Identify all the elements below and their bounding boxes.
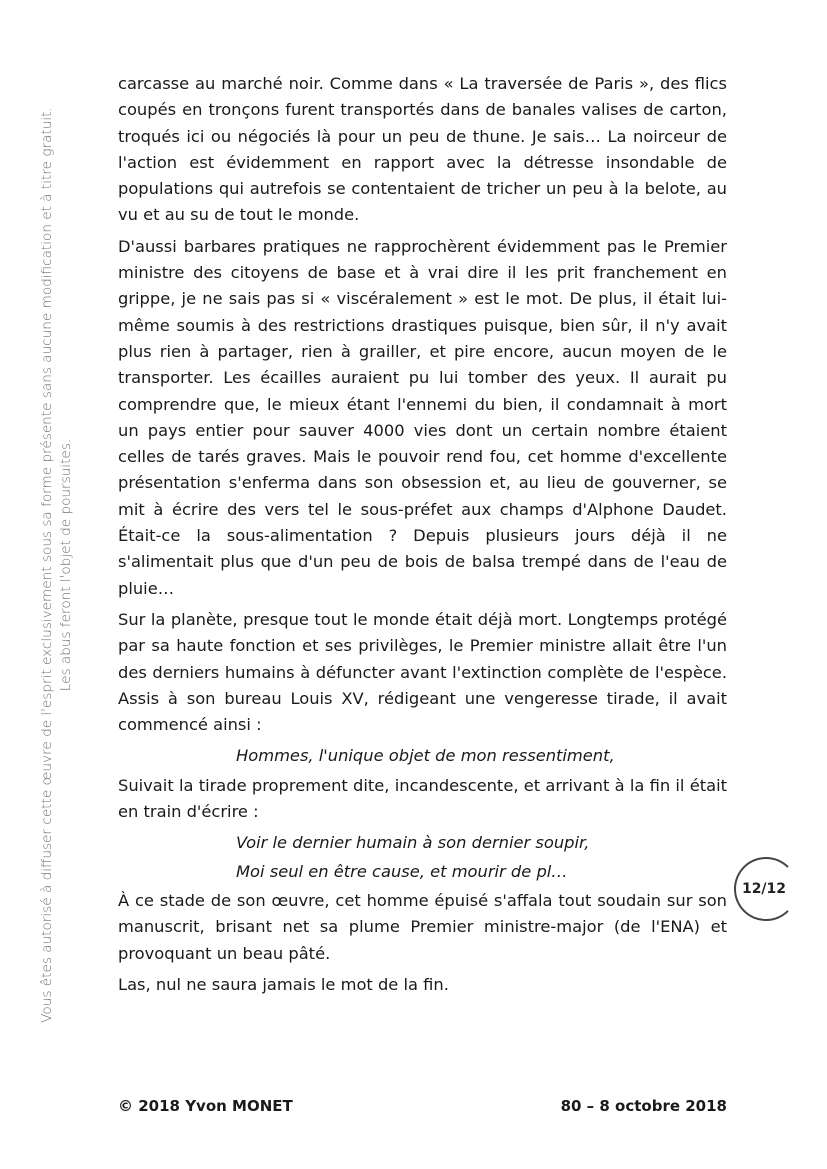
paragraph-4: Suivait la tirade proprement dite, incandescente, et arrivant à la fin il était en train d'écrire : [118,775,727,822]
body-text [118,71,727,1003]
footer-copyright: © 2018 Yvon MONET [118,1097,293,1115]
paragraph-2: D'aussi barbares pratiques ne rapprochèrent évidemment pas le Premier ministre des citoyens de base et à vrai dire il les prit franchement en grippe, je ne sais pas si « viscéralement » est le mot. De plus, il était lui-même soumis à des restrictions drastiques puisque, bien sûr, il n'y avait plus rien à partager, rien à grailler, et pire encore, aucun moyen de le transporter. Les écailles auraient pu lui tomber des yeux. Il aurait pu comprendre que, le mieux étant l'ennemi du bien, il condamnait à mort un pays entier pour sauver 4000 vies dont un certain nombre étaient celles de tarés graves. Mais le pouvoir rend fou, cet homme d'excellente présentation s'enferma dans son obsession et, au lieu de gouverner, se mit à écrire des vers tel le sous-préfet aux champs d'Alphone Daudet. Était-ce la sous-alimentation ? Depuis plusieurs jours déjà il ne s'alimentait plus que d'un peu de bois de balsa trempé dans de l'eau de pluie… [118,236,727,598]
paragraph-6: Las, nul ne saura jamais le mot de la fin. [118,974,449,994]
page-number: 12/12 [741,881,787,897]
verse-line-2: Voir le dernier humain à son dernier soupir, [236,833,590,853]
footer-issue-date: 80 – 8 octobre 2018 [560,1097,727,1115]
page-number-badge [734,857,798,921]
paragraph-1: carcasse au marché noir. Comme dans « La traversée de Paris », des flics coupés en tronçons furent transportés dans de banales valises de carton, troqués ici ou négociés là pour un peu de thune. Je sais… La noirceur de l'action est évidemment en rapport avec la détresse insondable de populations qui autrefois se contentaient de tricher un peu à la belote, au vu et au su de tout le monde. [118,74,727,225]
side-note-line-2: Les abus feront l'objet de poursuites. [58,438,74,692]
side-note-line-1: Vous êtes autorisé à diffuser cette œuvre de l'esprit exclusivement sous sa forme présente sans aucune modification et à titre gratuit. [39,107,55,1023]
paragraph-5: À ce stade de son œuvre, cet homme épuisé s'affala tout soudain sur son manuscrit, brisant net sa plume Premier ministre-major (de l'ENA) et provoquant un beau pâté. [118,890,727,963]
verse-line-1: Hommes, l'unique objet de mon ressentiment, [236,746,615,766]
verse-line-3: Moi seul en être cause, et mourir de pl… [236,861,568,881]
copyright-side-note [38,75,76,1055]
paragraph-3: Sur la planète, presque tout le monde était déjà mort. Longtemps protégé par sa haute fonction et ses privilèges, le Premier ministre allait être l'un des derniers humains à défuncter avant l'extinction complète de l'espèce. Assis à son bureau Louis XV, rédigeant une vengeresse tirade, il avait commencé ainsi : [118,609,727,735]
